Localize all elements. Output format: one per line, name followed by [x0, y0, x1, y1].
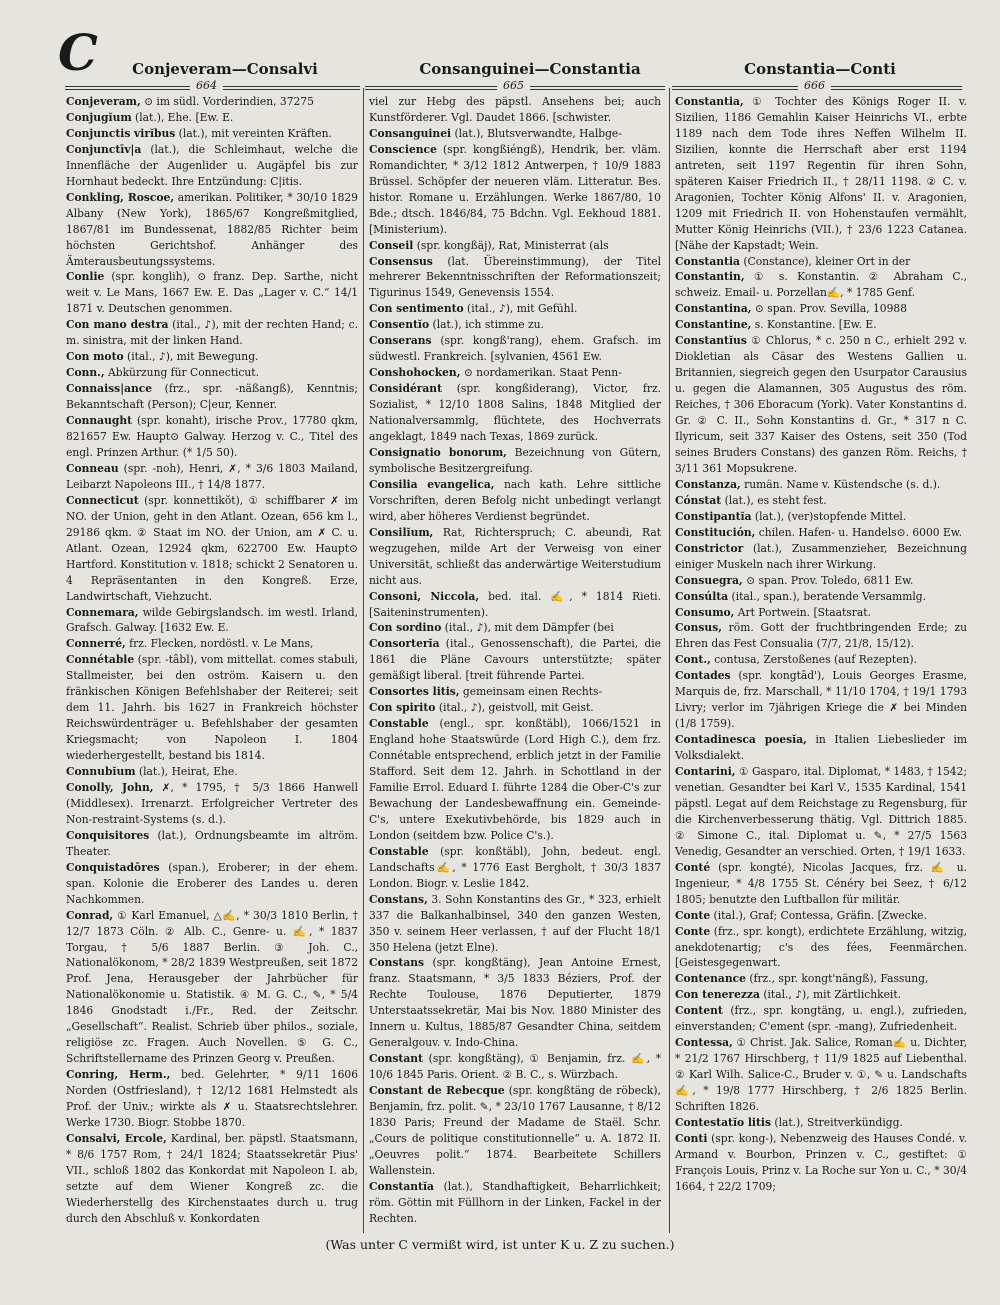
entry-definition: (lat.), Zusammenzieher, Bezeichnung einiger Muskeln nach ihrer Wirkung.: [675, 541, 967, 571]
entry-definition: (lat.), Ehe. [Ew. E.: [131, 110, 234, 124]
entry-headword: Connemara,: [66, 605, 139, 619]
dictionary-entry: [66, 828, 358, 860]
entry-definition: (Constance), kleiner Ort in der: [739, 254, 911, 268]
footer-note: (Was unter C vermißt wird, ist unter K u. Z zu suchen.): [325, 1237, 675, 1252]
entry-headword: Conjunctis virĭbus: [66, 126, 176, 140]
entry-definition: ① Karl Emanuel, △✍, * 30/3 1810 Berlin, † 12/7 1873 Cöln. ② Alb. C., Genre- u. ✍, * 1837 Torgau, † 5/6 1887 Berlin. ③ Joh. C., Nationalökonom, * 28/2 1839 Westpreußen, seit 1872 Prof. Jena, Herausgeber der Jahrbücher für Nationalökonomie u. Statistik. ④ M. G. C., ✎, * 5/4 1846 Gnodstadt i./Fr., Red. der Zeitschr. „Gesellschaft“. Realist. Schrieb über philos., soziale, religiöse zc. Fragen. Auch Novellen. ⑤ G. C., Schriftstellername des Prinzen Georg v. Preußen.: [66, 908, 358, 1066]
page-number-center: 665: [497, 79, 530, 92]
column-center: [369, 94, 661, 1227]
entry-definition: (spr. konnettikŏt), ① schiffbarer ✗ im NO. der Union, geht in den Atlant. Ozean, 656 km l., 29186 qkm. ② Staat im NO. der Union, am ✗ C. u. Atlant. Ozean, 12924 qkm, 622700 Ew. Haupt⊙ Hartford. Konstitution v. 1818; schickt 2 Senatoren u. 4 Repräsentanten in den Kongreß. Erze, Landwirtschaft, Viehzucht.: [66, 493, 358, 603]
entry-definition: (frz., spr. kongtäng, u. engl.), zufrieden, einverstanden; C'ement (spr. -mang), Zufriedenheit.: [675, 1004, 967, 1034]
dictionary-entry: [675, 477, 967, 493]
dictionary-entry: [369, 525, 661, 589]
entry-headword: Constipantĭa: [675, 509, 752, 523]
entry-headword: Consilia evangelica,: [369, 477, 495, 491]
entry-headword: Con moto: [66, 350, 124, 364]
entry-definition: ✗, * 1795, † 5/3 1866 Hanwell (Middlesex). Irrenarzt. Erfolgreicher Vertreter des Non-restraint-Systems (s. d.).: [66, 780, 359, 826]
entry-definition: (spr. kongßtäng), ① Benjamin, frz. ✍, * 10/6 1845 Paris. Orient. ② B. C., s. Würzbach.: [369, 1052, 661, 1082]
entry-headword: Constantin,: [675, 270, 745, 284]
entry-definition: Rat, Richterspruch; C. abeundi, Rat wegzugehen, milde Art der Verweisg von einer Universität, schließt das anderwärtige Weiterstudium nicht aus.: [369, 525, 661, 587]
entry-headword: Conkling, Roscoe,: [66, 190, 175, 204]
entry-definition: (spr. kongßtäng de röbeck), Benjamin, frz. polit. ✎, * 23/10 1767 Lausanne, † 8/12 1830 Paris; Freund der Madame de Staël. Schr. „Cours de politique constitutionnelle“ u. A. 1872 II. „Oeuvres polit.“ 1874. Bearbeitete Schillers Wallenstein.: [369, 1084, 661, 1177]
entry-headword: Con sordino: [369, 621, 442, 635]
entry-headword: Connerré,: [66, 637, 126, 651]
dictionary-entry: [675, 1131, 967, 1195]
entry-definition: ① Christ. Jak. Salice, Roman✍ u. Dichter, * 21/2 1767 Hirschberg, † 11/9 1825 auf Liebenthal. ② Karl Wilh. Salice-C., Bruder v. ①, ✎ u. Landschafts✍, * 19/8 1777 Hirschberg, † 2/6 1825 Berlin. Schriften 1826.: [675, 1036, 967, 1114]
entry-headword: Contadinesca poesĭa,: [675, 733, 807, 747]
entry-definition: ⊙ span. Prov. Sevilla, 10988: [751, 302, 907, 316]
dictionary-entry: [66, 652, 358, 764]
entry-definition: ① Tochter des Königs Roger II. v. Sizilien, 1186 Gemahlin Kaiser Heinrichs VI., erbte 1189 nach dem Tode ihres Neffen Wilhelm II. Sizilien, konnte die Herrschaft aber erst 1194 antreten, seit 1197 Regentin für ihren Sohn, späteren Kaiser Friedrich II., † 28/11 1198. ② C. v. Aragonien, Tochter König Alfons' II. v. Aragonien, 1209 mit Friedrich II. von Hohenstaufen vermählt, Mutter König Heinrichs (VII.), † 23/6 1223 Catanea. [Nähe der Kapstadt; Wein.: [675, 95, 967, 252]
dictionary-entry: [66, 365, 358, 381]
dictionary-entry: [66, 94, 358, 110]
dictionary-entry: [675, 269, 967, 301]
dictionary-entry: [675, 1115, 967, 1131]
dictionary-entry: [66, 317, 358, 349]
dictionary-entry: [675, 971, 967, 987]
entry-headword: Constantia,: [675, 95, 744, 108]
dictionary-entry: [369, 142, 661, 238]
dictionary-entry: [369, 700, 661, 716]
entry-definition: (lat.), Blutsverwandte, Halbge-: [451, 126, 622, 140]
dictionary-entry: [675, 301, 967, 317]
entry-headword: Conseil: [369, 238, 414, 252]
entry-headword: Cónstat: [675, 493, 722, 507]
entry-definition: (spr. kongßiderang), Victor, frz. Sozialist, * 12/10 1808 Salins, 1848 Mitglied der Nationalversammlg, flüchtete, des Hochverrats angeklagt, 1849 nach Texas, 1869 zurück.: [369, 382, 661, 444]
entry-headword: Conscience: [369, 142, 437, 156]
entry-headword: Constantĭa: [369, 1179, 434, 1193]
entry-definition: ① s. Konstantin. ② Abraham C., schweiz. Email- u. Porzellan✍, * 1785 Genf.: [675, 270, 967, 300]
entry-definition: (spr. konaht), irische Prov., 17780 qkm, 821657 Ew. Haupt⊙ Galway. Herzog v. C., Titel des engl. Prinzen Arthur. (* 1/5 50).: [66, 414, 358, 459]
entry-definition: (lat.), es steht fest.: [721, 493, 827, 507]
entry-headword: Con spirito: [369, 701, 436, 715]
entry-definition: ⊙ span. Prov. Toledo, 6811 Ew.: [742, 573, 914, 587]
entry-definition: (spr. konglih), ⊙ franz. Dep. Sarthe, nicht weit v. Le Mans, 1667 Ew. E. Das „Lager v. C.“ 14/1 1871 v. Deutschen genommen.: [66, 270, 358, 316]
entry-definition: (ital., ♪), mit Zärtlichkeit.: [759, 988, 902, 1002]
dictionary-entry: [66, 142, 358, 190]
entry-definition: (ital., ♪), mit der rechten Hand; c. m. sinistra, mit der linken Hand.: [66, 318, 358, 348]
entry-definition: (frz., spr. kongt'nängß), Fassung,: [745, 972, 929, 986]
dictionary-entry: [675, 493, 967, 509]
header-left: Conjeveram—Consalvi: [132, 60, 318, 78]
entry-definition: Art Portwein. [Staatsrat.: [734, 605, 871, 619]
page-number-right: 666: [798, 79, 831, 92]
entry-definition: s. Konstantine. [Ew. E.: [751, 318, 877, 332]
dictionary-entry: [369, 1051, 661, 1083]
entry-definition: (spr. kong-), Nebenzweig des Hauses Condé. v. Armand v. Bourbon, Prinzen v. C., gestiftet: ① François Louis, Prinz v. La Roche sur Yon u. C., * 30/4 1664, † 22/2 1709;: [675, 1131, 967, 1193]
entry-definition: nach kath. Lehre sittliche Vorschriften, deren Befolg nicht unbedingt verlangt wird, aber höheres Verdienst begründet.: [369, 477, 662, 523]
dictionary-entry: [66, 190, 358, 270]
column-divider-1: [363, 88, 364, 1233]
entry-definition: (spr. konßtäbl), John, bedeut. engl. Landschafts✍, * 1776 East Bergholt, † 30/3 1837 London. Biogr. v. Leslie 1842.: [369, 844, 661, 890]
entry-headword: Conneau: [66, 461, 119, 475]
dictionary-entry: [675, 525, 967, 541]
entry-definition: wilde Gebirgslandsch. im westl. Irland, Grafsch. Galway. [1632 Ew. E.: [66, 605, 358, 635]
entry-definition: (lat.), Ordnungsbeamte im altröm. Theater.: [66, 828, 358, 858]
entry-headword: Connecticut: [66, 493, 139, 507]
entry-headword: Conshohocken,: [369, 366, 461, 380]
entry-definition: (lat.), Heirat, Ehe.: [135, 765, 238, 779]
entry-headword: Constans: [369, 956, 425, 970]
entry-headword: Contestatĭo litis: [675, 1116, 771, 1129]
entry-definition: (spr. kongßiéngß), Hendrik, ber. vläm. Romandichter, * 3/12 1812 Antwerpen, † 10/9 1883 Brüssel. Schöpfer der neueren vläm. Litteratur. Bes. histor. Romane u. Erzählungen. Werke 1867/80, 10 Bde.; dtsch. 1846/84, 75 Bdchn. Vgl. Eekhoud 1881. [Ministerium).: [369, 142, 661, 236]
entry-headword: Content: [675, 1004, 723, 1018]
entry-headword: Consanguinei: [369, 126, 452, 140]
entry-definition: (ital., ♪), mit Gefühl.: [463, 302, 578, 316]
entry-headword: Conté: [675, 860, 711, 874]
entry-definition: Kardinal, ber. päpstl. Staatsmann, * 8/6 1757 Rom, † 24/1 1824; Staatssekretär Pius' VII., schloß 1802 das Konkordat mit Napoleon I. ab, setzte auf dem Wiener Kongreß zc. die Wiederherstellg des Kirchenstaates durch u. trug durch den Abschluß v. Konkordaten: [66, 1131, 358, 1225]
entry-definition: (ital., ♪), mit dem Dämpfer (bei: [441, 621, 614, 635]
entry-headword: Connaught: [66, 414, 133, 428]
entry-definition: chilen. Hafen- u. Handels⊙. 6000 Ew.: [755, 525, 963, 539]
entry-definition: (engl., spr. konßtäbl), 1066/1521 in England hohe Staatswürde (Lord High C.), dem frz. Connétable entsprechend, erblich jetzt in der Familie Stafford. Seit dem 12. Jahrh. in Schottland in der Familie Errol. Eduard I. führte 1284 die Ober-C's zur Bewachung der Landesbewaffnung ein. Gemeinde-C's, untere Exekutivbehörde, bis 1829 auch in London (seitdem bzw. Police C's.).: [369, 717, 661, 842]
dictionary-entry: [369, 636, 661, 684]
entry-headword: Con mano destra: [66, 318, 169, 332]
entry-definition: viel zur Hebg des päpstl. Ansehens bei; auch Kunstförderer. Vgl. Daudet 1866. [schwister.: [369, 95, 661, 124]
entry-headword: Constant de Rebecque: [369, 1084, 505, 1098]
entry-definition: (spr. kongté), Nicolas Jacques, frz. ✍ u. Ingenieur, * 4/8 1755 St. Cénéry bei Seez, † 6/12 1805; benutzte den Luftballon für militär.: [675, 860, 967, 906]
entry-definition: (frz., spr. -näßangß), Kenntnis; Bekanntschaft (Person); C|eur, Kenner.: [66, 382, 358, 412]
dictionary-entry: [369, 333, 661, 365]
entry-definition: (ital.), Graf; Contessa, Gräfin. [Zwecke.: [710, 908, 927, 922]
entry-headword: Contenance: [675, 972, 746, 986]
entry-headword: Consilĭum,: [369, 525, 434, 539]
entry-headword: Cont.,: [675, 653, 711, 667]
entry-definition: rumän. Name v. Küstendsche (s. d.).: [740, 477, 941, 491]
dictionary-entry: [369, 254, 661, 302]
entry-definition: (spr. -tâbl), vom mittellat. comes stabuli, Stallmeister, bei den oström. Kaisern u. den fränkischen Königen Befehlshaber der Reiterei; seit dem 11. Jahrh. bis 1627 in Frankreich höchster Reichswürdenträger u. Befehlshaber der gesamten Kriegsmacht; von Napoleon I. 1804 wiederhergestellt, bestand bis 1814.: [66, 653, 358, 763]
entry-headword: Conring, Herm.,: [66, 1068, 171, 1082]
dictionary-entry: [66, 461, 358, 493]
dictionary-entry: [675, 924, 967, 972]
entry-definition: (lat.), (ver)stopfende Mittel.: [751, 509, 907, 523]
entry-headword: Conlie: [66, 270, 105, 284]
entry-definition: ① Gasparo, ital. Diplomat, * 1483, † 1542; venetian. Gesandter bei Karl V., 1535 Kardinal, 1541 päpstl. Legat auf dem Reichstage zu Regensburg, für die Kirchenverbesserung thätig. Vgl. Dittrich 1885. ② Simone C., ital. Diplomat u. ✎, * 27/5 1563 Venedig, Gesandter an verschied. Orten, † 19/1 1633.: [675, 765, 967, 858]
entry-headword: Conjunctīv|a: [66, 142, 142, 156]
entry-headword: Constrictor: [675, 541, 744, 555]
entry-headword: Contades: [675, 669, 731, 683]
entry-definition: bed. ital. ✍, * 1814 Rieti. [Saiteninstrumenten).: [369, 589, 661, 619]
entry-definition: (ital., ♪), geistvoll, mit Geist.: [435, 701, 594, 715]
dictionary-entry: [66, 349, 358, 365]
entry-headword: Contessa,: [675, 1036, 733, 1050]
dictionary-entry: [369, 844, 661, 892]
entry-headword: Constanza,: [675, 477, 741, 491]
entry-headword: Conolly, John,: [66, 780, 154, 794]
entry-headword: Conjeveram,: [66, 95, 141, 108]
entry-definition: (frz., spr. kongt), erdichtete Erzählung, witzig, anekdotenartig; c's des fées, Feenmärchen. [Geistesgegenwart.: [675, 924, 967, 970]
entry-headword: Con sentimento: [369, 302, 464, 316]
dictionary-entry: [675, 860, 967, 908]
dictionary-entry: [66, 110, 358, 126]
entry-definition: ⊙ nordamerikan. Staat Penn-: [460, 366, 622, 380]
dictionary-entry: [369, 126, 661, 142]
dictionary-entry: [369, 477, 661, 525]
entry-headword: Contarini,: [675, 765, 736, 779]
dictionary-entry: [369, 365, 661, 381]
entry-definition: (spr. -noh), Henri, ✗, * 3/6 1803 Mailand, Leibarzt Napoleons III., † 14/8 1877.: [66, 461, 358, 491]
entry-definition: (lat.), ich stimme zu.: [429, 318, 544, 332]
dictionary-entry: [66, 269, 358, 317]
dictionary-entry: [675, 317, 967, 333]
entry-headword: Constant: [369, 1052, 423, 1066]
entry-definition: (ital., span.), beratende Versammlg.: [728, 589, 926, 603]
entry-definition: amerikan. Politiker, * 30/10 1829 Albany (New York), 1865/67 Kongreßmitglied, 1867/81 im Bundessenat, 1882/85 Richter beim höchsten Gerichtshof. Anhänger des Ämterausbeutungssystems.: [66, 190, 358, 268]
entry-headword: Consorterĭa: [369, 637, 440, 651]
column-left: [66, 94, 358, 1227]
entry-headword: Conte: [675, 924, 711, 938]
dictionary-entry: [369, 381, 661, 445]
dictionary-entry: [675, 541, 967, 573]
entry-headword: Constitución,: [675, 525, 756, 539]
dictionary-entry: [66, 413, 358, 461]
dictionary-entry: [66, 636, 358, 652]
entry-definition: (lat.), Standhaftigkeit, Beharrlichkeit; röm. Göttin mit Füllhorn in der Linken, Fackel in der Rechten.: [369, 1179, 661, 1225]
entry-headword: Constantĭus: [675, 334, 747, 348]
entry-headword: Consúlta: [675, 589, 729, 603]
entry-headword: Connubĭum: [66, 765, 136, 779]
entry-headword: Consoni, Niccola,: [369, 589, 480, 603]
header-center: Consanguinei—Constantia: [419, 60, 641, 78]
dictionary-entry: [675, 589, 967, 605]
dictionary-entry: [369, 238, 661, 254]
dictionary-entry: [675, 254, 967, 270]
entry-headword: Constantina,: [675, 302, 752, 316]
dictionary-entry: [675, 509, 967, 525]
entry-definition: in Italien Liebeslieder im Volksdialekt.: [675, 733, 967, 763]
dictionary-entry: [675, 94, 967, 254]
entry-definition: 3. Sohn Konstantins des Gr., * 323, erhielt 337 die Balkanhalbinsel, 340 den ganzen Westen, 350 v. seinem Heer verlassen, † auf der Flucht 18/1 350 Helena (jetzt Elne).: [369, 892, 661, 954]
entry-headword: Constantia: [675, 254, 740, 268]
entry-headword: Constable: [369, 844, 429, 858]
dictionary-entry: [675, 987, 967, 1003]
dictionary-entry: [369, 716, 661, 844]
entry-headword: Consensus: [369, 254, 433, 268]
dictionary-entry: [369, 301, 661, 317]
dictionary-entry: [675, 668, 967, 732]
dictionary-entry: [675, 1003, 967, 1035]
entry-headword: Considérant: [369, 382, 443, 396]
entry-headword: Constable: [369, 717, 429, 731]
dictionary-entry: [369, 892, 661, 956]
dictionary-entry: [66, 126, 358, 142]
dictionary-entry: [369, 620, 661, 636]
entry-definition: (lat. Übereinstimmung), der Titel mehrerer Bekenntnisschriften der Reformationszeit; Tigurinus 1549, Genevensis 1554.: [369, 254, 661, 300]
entry-headword: Consuegra,: [675, 573, 743, 587]
section-letter: C: [58, 23, 98, 82]
entry-definition: (ital., ♪), mit Bewegung.: [123, 350, 259, 364]
entry-headword: Consignatio bonorum,: [369, 445, 507, 459]
entry-headword: Conquistadōres: [66, 860, 160, 874]
entry-definition: (spr. kongßtäng), Jean Antoine Ernest, franz. Staatsmann, * 3/5 1833 Béziers, Prof. der Rechte Toulouse, 1876 Deputierter, 1879 Unterstaatssekretär, Mai bis Nov. 1880 Minister des Innern u. Kultus, 1885/87 Gesandter China, seitdem Generalgouv. v. Indo-China.: [369, 956, 661, 1050]
entry-definition: ① Chlorus, * c. 250 n C., erhielt 292 v. Diokletian als Cäsar des Westens Gallien u. Britannien, siegreich gegen den Usurpator Carausius u. gegen die Alamannen, 305 Augustus des röm. Reiches, † 306 Eboracum (York). Vater Konstantins d. Gr. ② C. II., Sohn Konstantins d. Gr., * 317 n C. Ilyricum, seit 337 Kaiser des Ostens, seit 350 (Tod seines Bruders Constans) des ganzen Röm. Reichs, † 3/11 361 Mopsukrene.: [675, 334, 967, 475]
entry-definition: bed. Gelehrter, * 9/11 1606 Norden (Ostfriesland), † 12/12 1681 Helmstedt als Prof. der Univ.; wirkte als ✗ u. Staatsrechtslehrer. Werke 1730. Biogr. Stobbe 1870.: [66, 1068, 359, 1129]
dictionary-entry: [675, 333, 967, 477]
dictionary-entry: [66, 1131, 358, 1227]
entry-headword: Conserans: [369, 334, 432, 348]
entry-definition: Bezeichnung von Gütern, symbolische Besitzergreifung.: [369, 445, 662, 475]
dictionary-entry: [675, 1035, 967, 1115]
dictionary-entry: [66, 381, 358, 413]
dictionary-entry: [369, 317, 661, 333]
entry-headword: Conn.,: [66, 366, 105, 380]
dictionary-entry: [66, 780, 358, 828]
dictionary-entry: [66, 605, 358, 637]
entry-definition: Abkürzung für Connecticut.: [104, 366, 259, 380]
entry-headword: Conjugĭum: [66, 110, 132, 124]
dictionary-entry: [369, 955, 661, 1051]
entry-definition: contusa, Zerstoßenes (auf Rezepten).: [710, 653, 917, 667]
entry-definition: (span.), Eroberer; in der ehem. span. Kolonie die Eroberer des Landes u. deren Nachkommen.: [66, 860, 358, 906]
dictionary-entry: [369, 684, 661, 700]
header-right: Constantia—Conti: [744, 60, 896, 78]
entry-definition: (lat.), mit vereinten Kräften.: [175, 126, 332, 140]
entry-headword: Consortes litis,: [369, 685, 460, 699]
dictionary-entry: [675, 764, 967, 860]
entry-headword: Consumo,: [675, 605, 735, 619]
entry-definition: (spr. kongtād'), Louis Georges Erasme, Marquis de, frz. Marschall, * 11/10 1704, † 19/1 1793 Livry; verlor im 7jährigen Kriege die ✗ bei Minden (1/8 1759).: [675, 669, 967, 731]
dictionary-entry: [675, 620, 967, 652]
entry-definition: (ital., Genossenschaft), die Partei, die 1861 die Pläne Cavours unterstützte; später gemäßigt liberal. [treit führende Partei.: [369, 637, 661, 683]
column-divider-2: [669, 88, 670, 1233]
dictionary-entry: [66, 860, 358, 908]
dictionary-entry: [369, 94, 661, 126]
entry-headword: Consentĭo: [369, 318, 430, 332]
entry-headword: Consus,: [675, 621, 722, 635]
entry-definition: (lat.), Streitverkündigg.: [771, 1116, 903, 1129]
dictionary-entry: [675, 605, 967, 621]
entry-headword: Con tenerezza: [675, 988, 760, 1002]
entry-definition: (spr. kongß'rang), ehem. Grafsch. im südwestl. Frankreich. [sylvanien, 4561 Ew.: [369, 334, 661, 364]
dictionary-entry: [66, 1067, 358, 1131]
entry-headword: Conte: [675, 908, 711, 922]
entry-headword: Constantine,: [675, 318, 752, 332]
dictionary-entry: [66, 493, 358, 605]
entry-headword: Conrad,: [66, 908, 114, 922]
entry-headword: Connaiss|ance: [66, 382, 153, 396]
dictionary-entry: [675, 908, 967, 924]
entry-headword: Constans,: [369, 892, 428, 906]
entry-definition: röm. Gott der fruchtbringenden Erde; zu Ehren das Fest Consualia (7/7, 21/8, 15/12).: [675, 621, 967, 651]
entry-definition: (lat.), die Schleimhaut, welche die Innenfläche der Augenlider u. Augäpfel bis zur Hornhaut bedeckt. Ihre Entzündung: C|itis.: [66, 142, 358, 188]
column-right: [675, 94, 967, 1195]
page-number-left: 664: [190, 79, 223, 92]
dictionary-entry: [675, 573, 967, 589]
dictionary-entry: [675, 652, 967, 668]
dictionary-entry: [675, 732, 967, 764]
dictionary-entry: [369, 1179, 661, 1227]
dictionary-entry: [66, 764, 358, 780]
entry-headword: Conquisitores: [66, 828, 150, 842]
dictionary-entry: [66, 908, 358, 1068]
entry-headword: Consalvi, Ercole,: [66, 1131, 167, 1145]
entry-headword: Conti: [675, 1131, 708, 1145]
dictionary-entry: [369, 1083, 661, 1179]
entry-definition: frz. Flecken, nordöstl. v. Le Mans,: [125, 637, 314, 651]
dictionary-entry: [369, 445, 661, 477]
entry-definition: (spr. kongßäj), Rat, Ministerrat (als: [413, 238, 609, 252]
entry-headword: Connétable: [66, 653, 135, 667]
entry-definition: ⊙ im südl. Vorderindien, 37275: [140, 95, 314, 108]
dictionary-entry: [369, 589, 661, 621]
entry-definition: gemeinsam einen Rechts-: [459, 685, 603, 699]
